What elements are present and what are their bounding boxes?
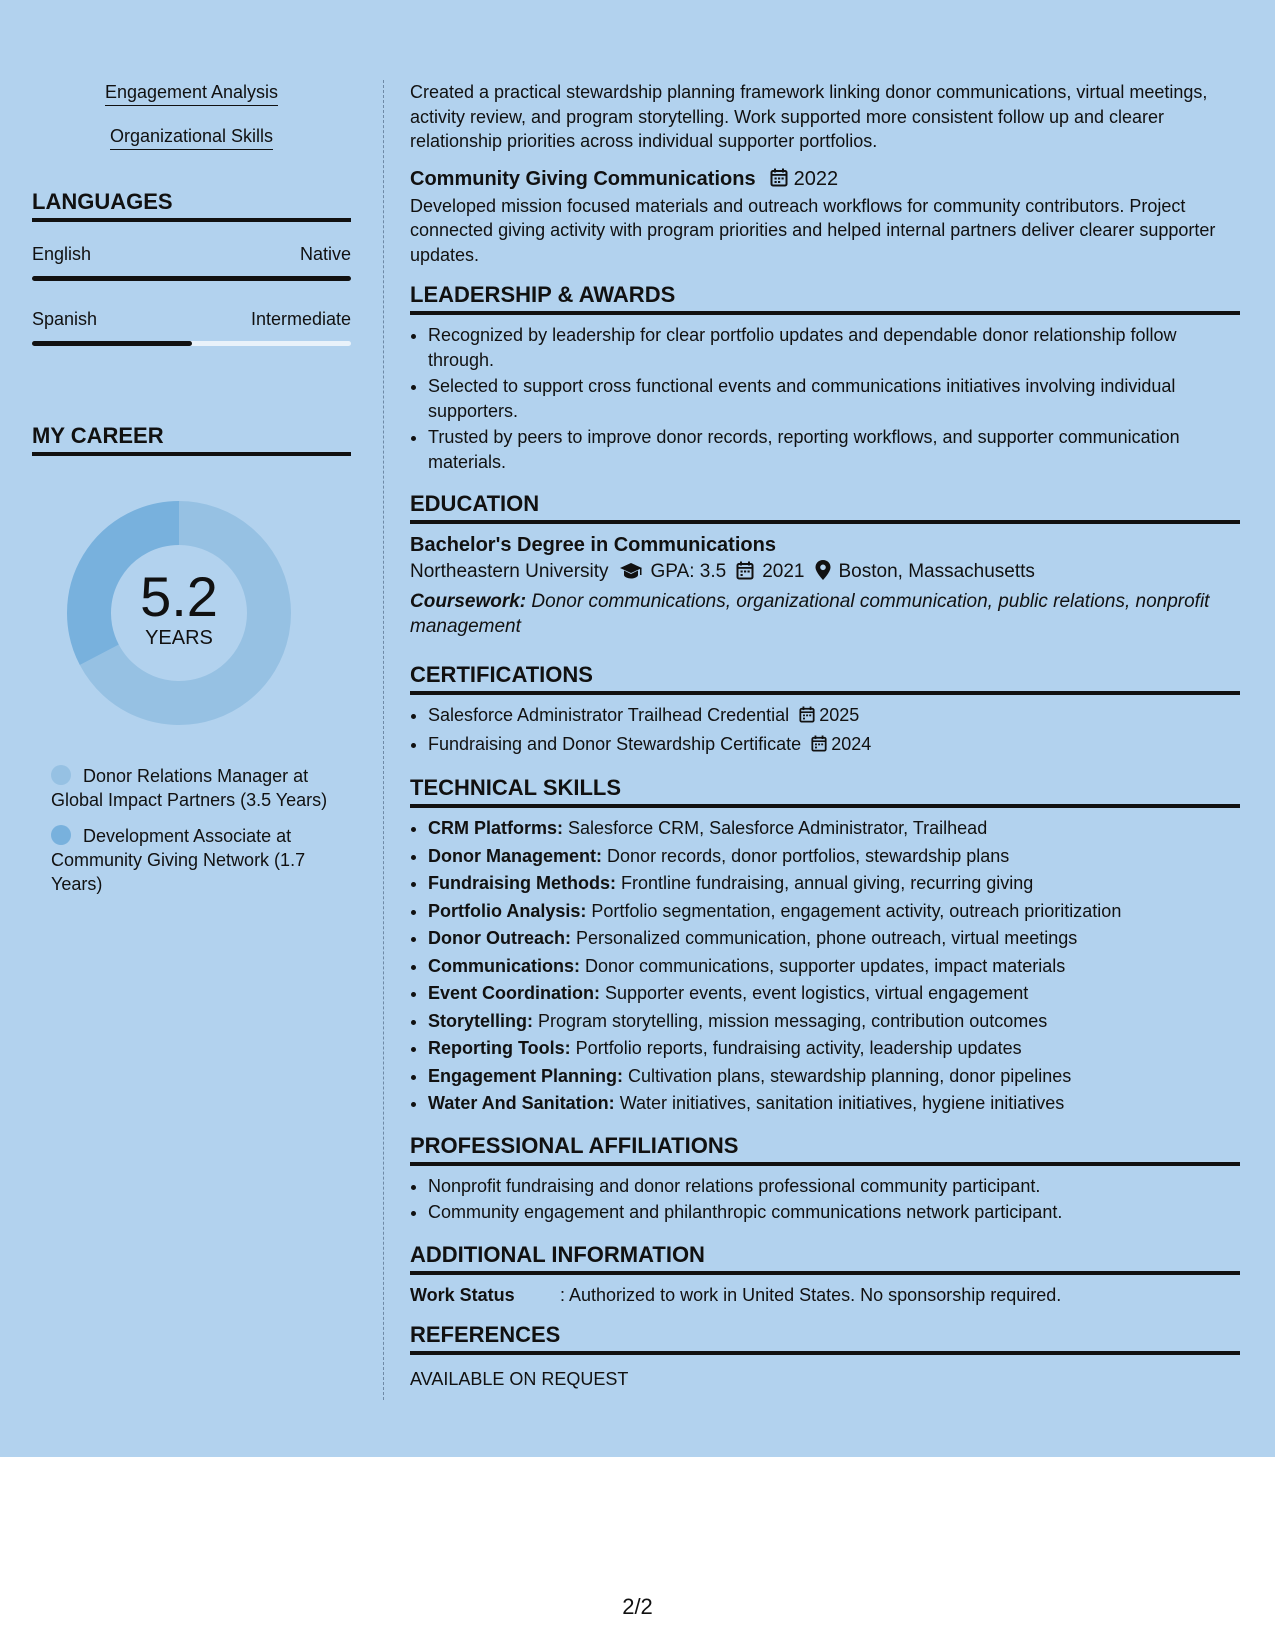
list-item: • Selected to support cross functional events and communications initiatives involving individual supporters. <box>428 374 1240 423</box>
degree-title: Bachelor's Degree in Communications <box>410 534 776 556</box>
certification-name: Salesforce Administrator Trailhead Credential <box>428 705 790 725</box>
certification-year: 2024 <box>831 733 872 754</box>
technical-skill-label: Engagement Planning: <box>428 1065 624 1086</box>
calendar-icon <box>736 561 754 589</box>
language-entry <box>32 242 351 281</box>
right-column <box>410 80 1240 1392</box>
certifications-list <box>410 703 1240 758</box>
career-legend-text: Development Associate at Community Giving Network (1.7 Years) <box>51 826 306 894</box>
career-legend <box>32 764 351 896</box>
section-heading-references: REFERENCES <box>410 1321 1240 1355</box>
education-details <box>410 558 1240 589</box>
technical-skill-label: Event Coordination: <box>428 983 600 1003</box>
affiliations-list <box>410 1174 1240 1225</box>
project-year: 2022 <box>793 167 839 190</box>
coursework-text: Donor communications, organizational communication, public relations, nonprofit management <box>410 591 1210 637</box>
career-heading: MY CAREER <box>32 422 351 456</box>
section-heading-affiliations: PROFESSIONAL AFFILIATIONS <box>410 1132 1240 1166</box>
project-title: Community Giving Communications <box>410 167 756 190</box>
technical-skill-label: Donor Outreach: <box>428 928 572 948</box>
technical-skill-label: Fundraising Methods: <box>428 873 616 893</box>
technical-skill-label: Communications: <box>428 955 581 976</box>
section-heading-technical-skills: TECHNICAL SKILLS <box>410 774 1240 808</box>
coursework <box>410 589 1240 639</box>
technical-skill-label: Donor Management: <box>428 845 603 866</box>
language-proficiency-bar <box>32 276 351 281</box>
calendar-icon <box>811 734 827 759</box>
career-legend-item <box>51 824 331 896</box>
languages-heading: LANGUAGES <box>32 188 351 222</box>
technical-skill-label: Reporting Tools: <box>428 1038 571 1058</box>
technical-skill-value: Program storytelling, mission messaging, contribution outcomes <box>538 1010 1048 1031</box>
left-column <box>32 80 351 908</box>
project-description: Created a practical stewardship planning framework linking donor communications, virtual meetings, activity review, and program storytelling. Work supported more consistent follow up and clearer relationship priorities across individual supporter portfolios. <box>410 82 1208 151</box>
project-title-row <box>410 166 1240 194</box>
language-proficiency-fill <box>32 341 192 346</box>
list-item: • Community engagement and philanthropic communications network participant. <box>428 1200 1240 1225</box>
career-legend-text: Donor Relations Manager at Global Impact Partners (3.5 Years) <box>51 766 328 810</box>
list-item: • Nonprofit fundraising and donor relations professional community participant. <box>428 1174 1240 1199</box>
technical-skill-item <box>428 899 1240 924</box>
technical-skill-item <box>428 1036 1240 1061</box>
technical-skill-value: Portfolio reports, fundraising activity, leadership updates <box>575 1038 1022 1058</box>
language-level: Intermediate <box>250 309 351 329</box>
list-item: • Trusted by peers to improve donor records, reporting workflows, and supporter communication materials. <box>428 425 1240 474</box>
work-status-row <box>410 1283 1240 1308</box>
list-item: • Recognized by leadership for clear portfolio updates and dependable donor relationship follow through. <box>428 323 1240 372</box>
section-heading-additional-info: ADDITIONAL INFORMATION <box>410 1241 1240 1275</box>
project-description: Developed mission focused materials and outreach workflows for community contributors. Project connected giving activity with program priorities and helped internal partners deliver clearer supporter updates. <box>410 195 1216 265</box>
work-status-value: : Authorized to work in United States. No sponsorship required. <box>560 1284 1062 1305</box>
technical-skill-value: Portfolio segmentation, engagement activity, outreach prioritization <box>591 900 1122 921</box>
section-heading-education: EDUCATION <box>410 490 1240 524</box>
calendar-icon <box>770 168 788 194</box>
references-text: AVAILABLE ON REQUEST <box>410 1369 629 1389</box>
leadership-list <box>410 323 1240 474</box>
language-proficiency-fill <box>32 276 351 281</box>
career-donut-chart <box>64 498 294 728</box>
certification-name: Fundraising and Donor Stewardship Certificate <box>428 733 802 754</box>
technical-skill-item <box>428 1009 1240 1034</box>
technical-skill-item <box>428 1091 1240 1116</box>
work-status-label: Work Status <box>410 1284 515 1305</box>
certification-item <box>428 703 1240 730</box>
gpa: GPA: 3.5 <box>650 561 727 582</box>
skill-tag: Engagement Analysis <box>105 80 278 106</box>
certification-item <box>428 732 1240 759</box>
legend-dot-icon <box>51 765 71 785</box>
technical-skill-item <box>428 954 1240 979</box>
page-number: 2/2 <box>622 1594 653 1619</box>
coursework-label: Coursework: <box>410 591 527 612</box>
technical-skills-list <box>410 816 1240 1116</box>
technical-skill-value: Cultivation plans, stewardship planning, donor pipelines <box>628 1065 1072 1086</box>
school-name: Northeastern University <box>410 561 609 582</box>
language-proficiency-bar <box>32 341 351 346</box>
location-pin-icon <box>815 560 831 589</box>
technical-skill-item <box>428 816 1240 841</box>
technical-skill-value: Frontline fundraising, annual giving, recurring giving <box>621 873 1034 893</box>
legend-dot-icon <box>51 825 71 845</box>
language-name: Spanish <box>32 309 98 329</box>
technical-skill-value: Supporter events, event logistics, virtual engagement <box>605 983 1029 1003</box>
technical-skill-value: Personalized communication, phone outreach, virtual meetings <box>576 928 1078 948</box>
career-legend-item <box>51 764 331 812</box>
technical-skill-item <box>428 844 1240 869</box>
calendar-icon <box>799 705 815 730</box>
graduation-year: 2021 <box>762 561 805 582</box>
career-total-years: 5.2 <box>140 565 218 628</box>
technical-skill-item <box>428 926 1240 951</box>
graduation-cap-icon <box>619 561 643 589</box>
column-divider <box>383 80 384 1400</box>
technical-skill-label: Portfolio Analysis: <box>428 900 587 921</box>
technical-skill-item <box>428 1064 1240 1089</box>
language-name: English <box>32 244 92 264</box>
technical-skill-value: Water initiatives, sanitation initiatives, hygiene initiatives <box>619 1093 1065 1113</box>
technical-skill-item <box>428 871 1240 896</box>
language-level: Native <box>299 244 351 264</box>
language-entry <box>32 307 351 346</box>
technical-skill-value: Donor records, donor portfolios, stewardship plans <box>607 845 1010 866</box>
technical-skill-value: Salesforce CRM, Salesforce Administrator, Trailhead <box>568 818 988 838</box>
technical-skill-value: Donor communications, supporter updates, impact materials <box>585 955 1066 976</box>
section-heading-certifications: CERTIFICATIONS <box>410 661 1240 695</box>
technical-skill-label: CRM Platforms: <box>428 818 564 838</box>
technical-skill-label: Water And Sanitation: <box>428 1093 615 1113</box>
career-total-unit: YEARS <box>145 627 213 649</box>
certification-year: 2025 <box>819 705 860 725</box>
technical-skill-item <box>428 981 1240 1006</box>
skill-tag: Organizational Skills <box>110 124 273 150</box>
technical-skill-label: Storytelling: <box>428 1010 534 1031</box>
section-heading-leadership: LEADERSHIP & AWARDS <box>410 281 1240 315</box>
school-location: Boston, Massachusetts <box>838 561 1035 582</box>
